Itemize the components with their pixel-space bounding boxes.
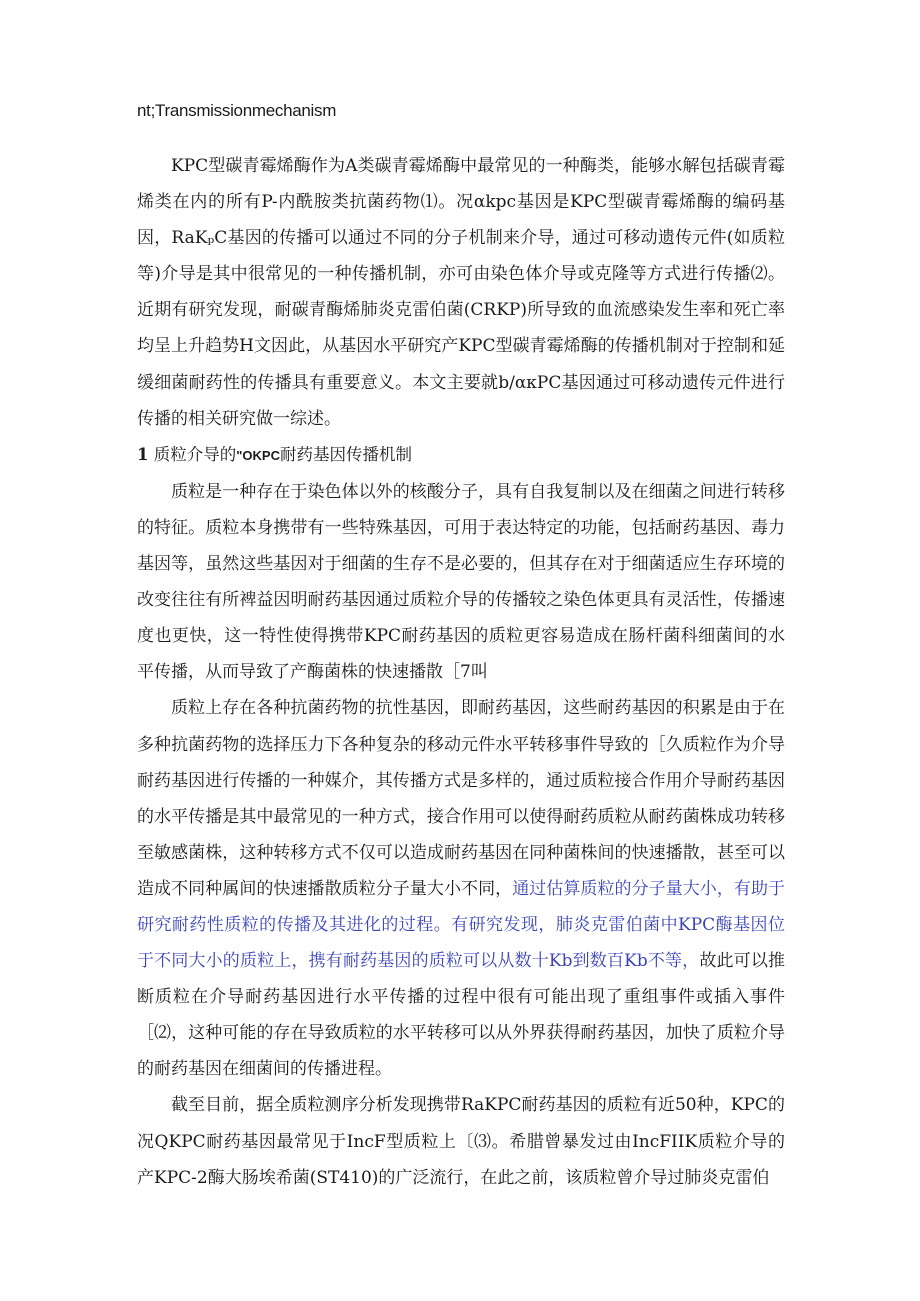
highlighted-text: 通过估算质粒的分子量大小，有助于研究耐药性质粒的传播及其进化的过程。有研究发现，肺炎克雷伯菌中KPC酶基因位于不同大小的质粒上，携有耐药基因的质粒可以从数十Kb到数百Kb不等， bbox=[137, 878, 786, 972]
english-heading-fragment: nt;Transmissionmechanism bbox=[137, 101, 337, 120]
section-title-rest: 耐药基因传播机制 bbox=[279, 444, 412, 464]
section-heading bbox=[137, 437, 785, 474]
body-text bbox=[137, 148, 785, 1196]
plasmid-definition-paragraph: 质粒是一种存在于染色体以外的核酸分子，具有自我复制以及在细菌之间进行转移的特征。质粒本身携带有一些特殊基因，可用于表达特定的功能，包括耐药基因、毒力基因等，虽然这些基因对于细菌的生存不是必要的，但其存在对于细菌适应生存环境的改变往往有所裨益因明耐药基因通过质粒介导的传播较之染色体更具有灵活性，传播速度也更快，这一特性使得携带KPC耐药基因的质粒更容易造成在肠杆菌科细菌间的水平传播，从而导致了产酶菌株的快速播散［7叫 bbox=[137, 481, 785, 683]
section-title-gene: "OKPC bbox=[236, 447, 280, 463]
paragraph-text-end: 故此可以推断质粒在介导耐药基因进行水平传播的过程中很有可能出现了重组事件或插入事件［⑵，这种可能的存在导致质粒的水平转移可以从外界获得耐药基因，加快了质粒介导的耐药基因在细菌间的传播进程。 bbox=[137, 951, 786, 1080]
section-number: 1 bbox=[137, 444, 149, 464]
plasmid-sequencing-paragraph: 截至目前，据全质粒测序分析发现携带RaKPC耐药基因的质粒有近50种，KPC的况QKPC耐药基因最常见于IncF型质粒上〔⑶。希腊曾暴发过由IncFIIK质粒介导的产KPC-2酶大肠埃希菌(ST410)的广泛流行，在此之前，该质粒曾介导过肺炎克雷伯 bbox=[137, 1095, 785, 1188]
intro-paragraph: KPC型碳青霉烯酶作为A类碳青霉烯酶中最常见的一种酶类，能够水解包括碳青霉烯类在内的所有P-内酰胺类抗菌药物⑴。况αkpc基因是KPC型碳青霉烯酶的编码基因，RaKₚC基因的传播可以通过不同的分子机制来介导，通过可移动遗传元件(如质粒等)介导是其中很常见的一种传播机制，亦可由染色体介导或克隆等方式进行传播⑵。近期有研究发现，耐碳青酶烯肺炎克雷伯菌(CRKP)所导致的血流感染发生率和死亡率均呈上升趋势H文因此，从基因水平研究产KPC型碳青霉烯酶的传播机制对于控制和延缓细菌耐药性的传播具有重要意义。本文主要就b∕αкPC基因通过可移动遗传元件进行传播的相关研究做一综述。 bbox=[137, 156, 785, 429]
section-title-part: 质粒介导的 bbox=[153, 444, 237, 464]
plasmid-resistance-paragraph bbox=[137, 690, 785, 1087]
paragraph-text: 质粒上存在各种抗菌药物的抗性基因，即耐药基因，这些耐药基因的积累是由于在多种抗菌药物的选择压力下各种复杂的移动元件水平转移事件导致的［久质粒作为介导耐药基因进行传播的一种媒介，其传播方式是多样的，通过质粒接合作用介导耐药基因的水平传播是其中最常见的一种方式，接合作用可以使得耐药质粒从耐药菌株成功转移至敏感菌株，这种转移方式不仅可以造成耐药基因在同种菌株间的快速播散，甚至可以造成不同种属间的快速播散质粒分子量大小不同， bbox=[137, 698, 785, 899]
